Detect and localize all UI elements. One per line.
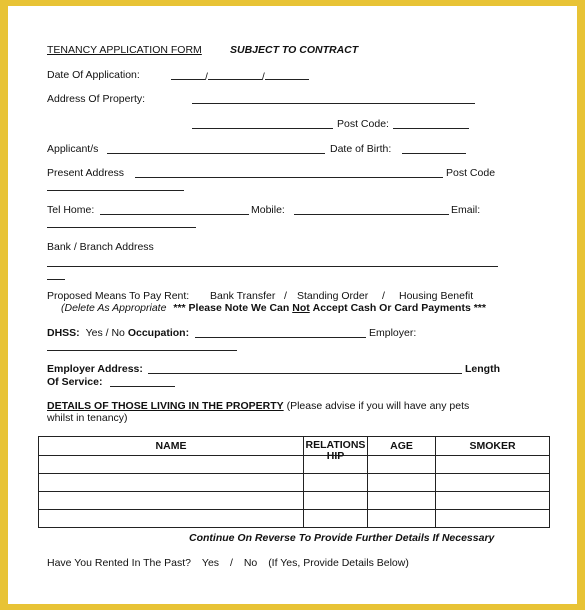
name-cell[interactable] (39, 456, 304, 474)
not-word: Not (292, 302, 310, 314)
delete-note: (Delete As Appropriate (61, 302, 167, 314)
date-sep: / (261, 71, 265, 83)
details-note: (Please advise if you will have any pets (286, 400, 470, 412)
occupation-label: Occupation: (127, 327, 190, 339)
smoker-cell[interactable] (436, 510, 550, 528)
bank-field[interactable] (47, 256, 498, 267)
of-service-label: Of Service: (47, 376, 103, 388)
please-note-post: Accept Cash Or Card Payments *** (312, 302, 486, 314)
tel-home-field[interactable] (100, 204, 249, 215)
table-row (39, 510, 550, 528)
address-label: Address Of Property: (47, 93, 146, 105)
relationship-cell[interactable] (304, 510, 368, 528)
date-sep: / (205, 71, 208, 83)
form-subtitle: SUBJECT TO CONTRACT (230, 44, 359, 56)
details-note-2: whilst in tenancy) (47, 412, 128, 424)
residents-table (38, 436, 550, 528)
form-title-row (47, 44, 202, 57)
present-address-field[interactable] (135, 167, 443, 178)
relationship-cell[interactable] (304, 474, 368, 492)
table-row (39, 474, 550, 492)
table-row (39, 456, 550, 474)
rented-sep: / (229, 557, 233, 569)
dhss-label: DHSS: (47, 327, 80, 339)
employer-address-label: Employer Address: (47, 363, 143, 375)
form-title: TENANCY APPLICATION FORM (47, 44, 202, 56)
relationship-cell[interactable] (304, 492, 368, 510)
age-cell[interactable] (368, 510, 436, 528)
table-header-row (39, 437, 550, 456)
applicant-label: Applicant/s (47, 143, 99, 155)
occupation-field[interactable] (195, 327, 366, 338)
bank-field-2[interactable] (47, 269, 65, 280)
employer-label: Employer: (369, 327, 417, 339)
address-field[interactable] (192, 93, 475, 104)
bank-label: Bank / Branch Address (47, 241, 154, 253)
details-heading: DETAILS OF THOSE LIVING IN THE PROPERTY (47, 400, 284, 412)
length-label: Length (465, 363, 500, 375)
delete-note-row (61, 302, 486, 315)
rented-no[interactable]: No (243, 557, 258, 569)
table-row (39, 492, 550, 510)
employer-field[interactable] (47, 340, 237, 351)
rented-row (47, 557, 409, 570)
mobile-field[interactable] (294, 204, 449, 215)
proposed-label: Proposed Means To Pay Rent: (47, 290, 190, 302)
applicant-field[interactable] (107, 143, 325, 154)
rented-yes[interactable]: Yes (201, 557, 220, 569)
date-day-field[interactable] (171, 69, 205, 80)
date-label: Date Of Application: (47, 69, 140, 81)
name-cell[interactable] (39, 510, 304, 528)
option-housing-benefit[interactable]: Housing Benefit (399, 290, 474, 302)
address-field-2[interactable] (192, 118, 333, 129)
email-field[interactable] (47, 217, 196, 228)
age-cell[interactable] (368, 456, 436, 474)
postcode-field[interactable] (393, 118, 469, 129)
tel-home-label: Tel Home: (47, 204, 95, 216)
relationship-header: RELATIONSHIP (304, 437, 368, 456)
age-cell[interactable] (368, 492, 436, 510)
postcode-label: Post Code: (337, 118, 389, 130)
age-cell[interactable] (368, 474, 436, 492)
name-cell[interactable] (39, 492, 304, 510)
name-cell[interactable] (39, 474, 304, 492)
dhss-yes-no[interactable]: Yes / No (85, 327, 125, 339)
please-note-pre: *** Please Note We Can (173, 302, 290, 314)
tenancy-form-page (8, 6, 577, 604)
date-month-field[interactable] (208, 69, 262, 80)
employer-address-field[interactable] (148, 363, 462, 374)
smoker-header: SMOKER (436, 437, 550, 456)
dhss-row (47, 327, 189, 340)
smoker-cell[interactable] (436, 456, 550, 474)
smoker-cell[interactable] (436, 492, 550, 510)
date-field[interactable] (171, 69, 309, 84)
age-header: AGE (368, 437, 436, 456)
date-year-field[interactable] (265, 69, 309, 80)
dob-field[interactable] (402, 143, 466, 154)
option-standing-order[interactable]: Standing Order (297, 290, 369, 302)
continue-note: Continue On Reverse To Provide Further Details If Necessary (189, 532, 495, 544)
rented-label: Have You Rented In The Past? (47, 557, 191, 569)
of-service-field[interactable] (110, 376, 175, 387)
dob-label: Date of Birth: (330, 143, 392, 155)
mobile-label: Mobile: (251, 204, 285, 216)
option-bank-transfer[interactable]: Bank Transfer (210, 290, 276, 302)
smoker-cell[interactable] (436, 474, 550, 492)
present-postcode-label: Post Code (446, 167, 496, 179)
present-postcode-field[interactable] (47, 180, 184, 191)
rented-note: (If Yes, Provide Details Below) (268, 557, 409, 569)
option-sep: / (284, 290, 287, 302)
email-label: Email: (451, 204, 481, 216)
option-sep: / (382, 290, 385, 302)
name-header: NAME (39, 437, 304, 456)
present-address-label: Present Address (47, 167, 125, 179)
